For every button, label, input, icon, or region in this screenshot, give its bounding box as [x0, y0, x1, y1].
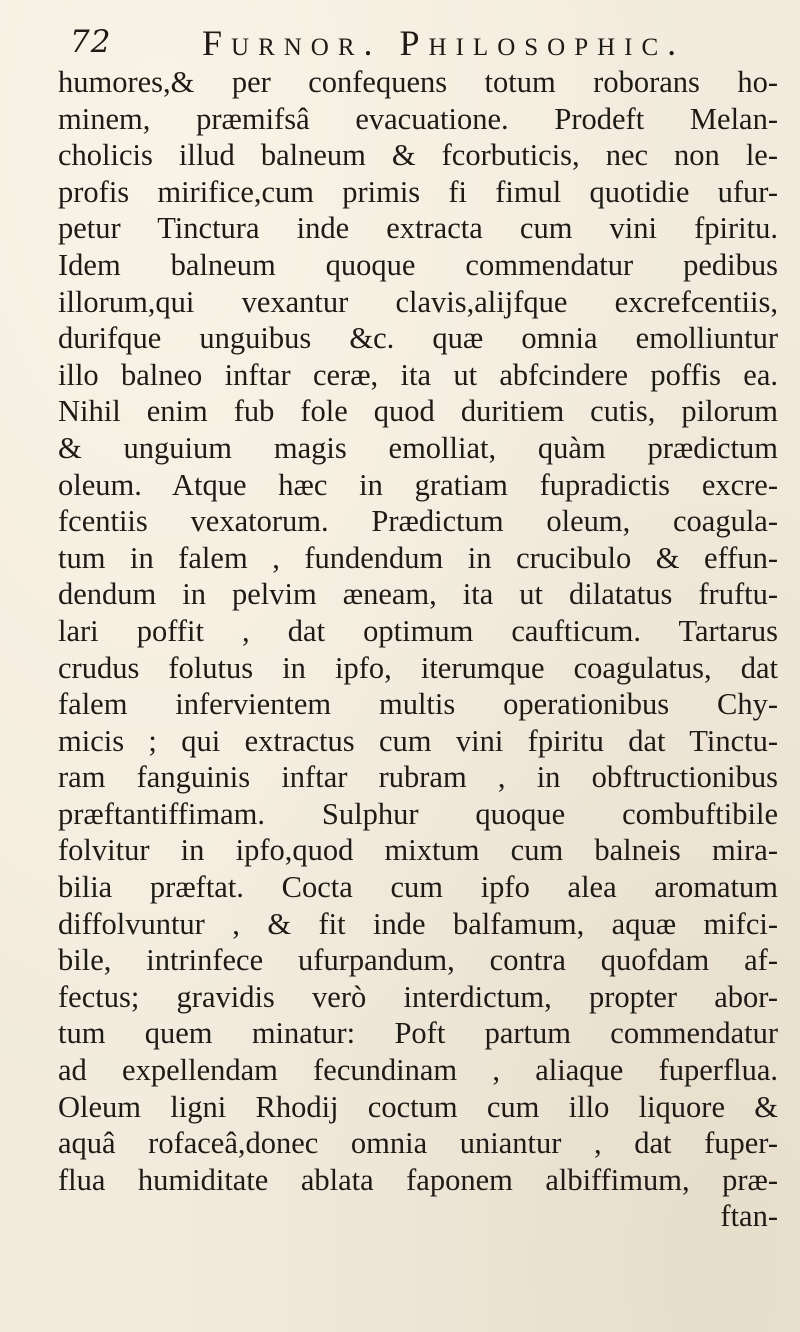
text-line: fcentiis vexatorum. Prædictum oleum, coagula- [58, 504, 778, 539]
text-line: illorum,qui vexantur clavis,alijfque excrefcentiis, [58, 284, 778, 319]
text-line: oleum. Atque hæc in gratiam fupradictis excre- [58, 467, 778, 502]
text-line: profis mirifice,cum primis fi fimul quotidie ufur- [58, 174, 778, 209]
catchword: ftan- [720, 1199, 778, 1234]
text-line: crudus folutus in ipfo, iterumque coagulatus, dat [58, 650, 778, 685]
text-line: præftantiffimam. Sulphur quoque combuftibile [58, 796, 778, 831]
text-line: fectus; gravidis verò interdictum, propter abor- [58, 979, 778, 1014]
text-line: flua humiditate ablata faponem albiffimum, præ- [58, 1162, 778, 1197]
text-line: illo balneo inftar ceræ, ita ut abfcindere poffis ea. [58, 357, 778, 392]
text-line: Oleum ligni Rhodij coctum cum illo liquore & [58, 1089, 778, 1124]
text-line: tum quem minatur: Poft partum commendatur [58, 1016, 778, 1051]
text-line: ram fanguinis inftar rubram , in obftructionibus [58, 760, 778, 795]
text-line: aquâ rofaceâ,donec omnia uniantur , dat fuper- [58, 1126, 778, 1161]
text-line: bile, intrinfece ufurpandum, contra quofdam af- [58, 943, 778, 978]
text-line: petur Tinctura inde extracta cum vini fpiritu. [58, 211, 778, 246]
text-line: humores,& per confequens totum roborans ho- [58, 65, 778, 99]
text-line: micis ; qui extractus cum vini fpiritu dat Tinctu- [58, 723, 778, 758]
text-line: cholicis illud balneum & fcorbuticis, nec non le- [58, 138, 778, 173]
text-line: dendum in pelvim æneam, ita ut dilatatus fruftu- [58, 577, 778, 612]
text-line: bilia præftat. Cocta cum ipfo alea aromatum [58, 870, 778, 905]
text-line: lari poffit , dat optimum caufticum. Tartarus [58, 613, 778, 648]
text-line: minem, præmifsâ evacuatione. Prodeft Melan- [58, 101, 778, 136]
text-line: folvitur in ipfo,quod mixtum cum balneis mira- [58, 833, 778, 868]
text-line: Nihil enim fub fole quod duritiem cutis, pilorum [58, 394, 778, 429]
body-text [58, 64, 778, 1235]
text-line: ad expellendam fecundinam , aliaque fuperflua. [58, 1053, 778, 1088]
text-line: tum in falem , fundendum in crucibulo & effun- [58, 540, 778, 575]
page-header [70, 14, 750, 68]
text-line: diffolvuntur , & fit inde balfamum, aquæ mifci- [58, 906, 778, 941]
text-line: durifque unguibus &c. quæ omnia emolliuntur [58, 321, 778, 356]
text-line: falem infervientem multis operationibus Chy- [58, 687, 778, 722]
text-line: Idem balneum quoque commendatur pedibus [58, 247, 778, 282]
running-head: Furnor. Philosophic. [202, 23, 686, 63]
page-number: 72 [70, 24, 112, 60]
text-line: & unguium magis emolliat, quàm prædictum [58, 430, 778, 465]
